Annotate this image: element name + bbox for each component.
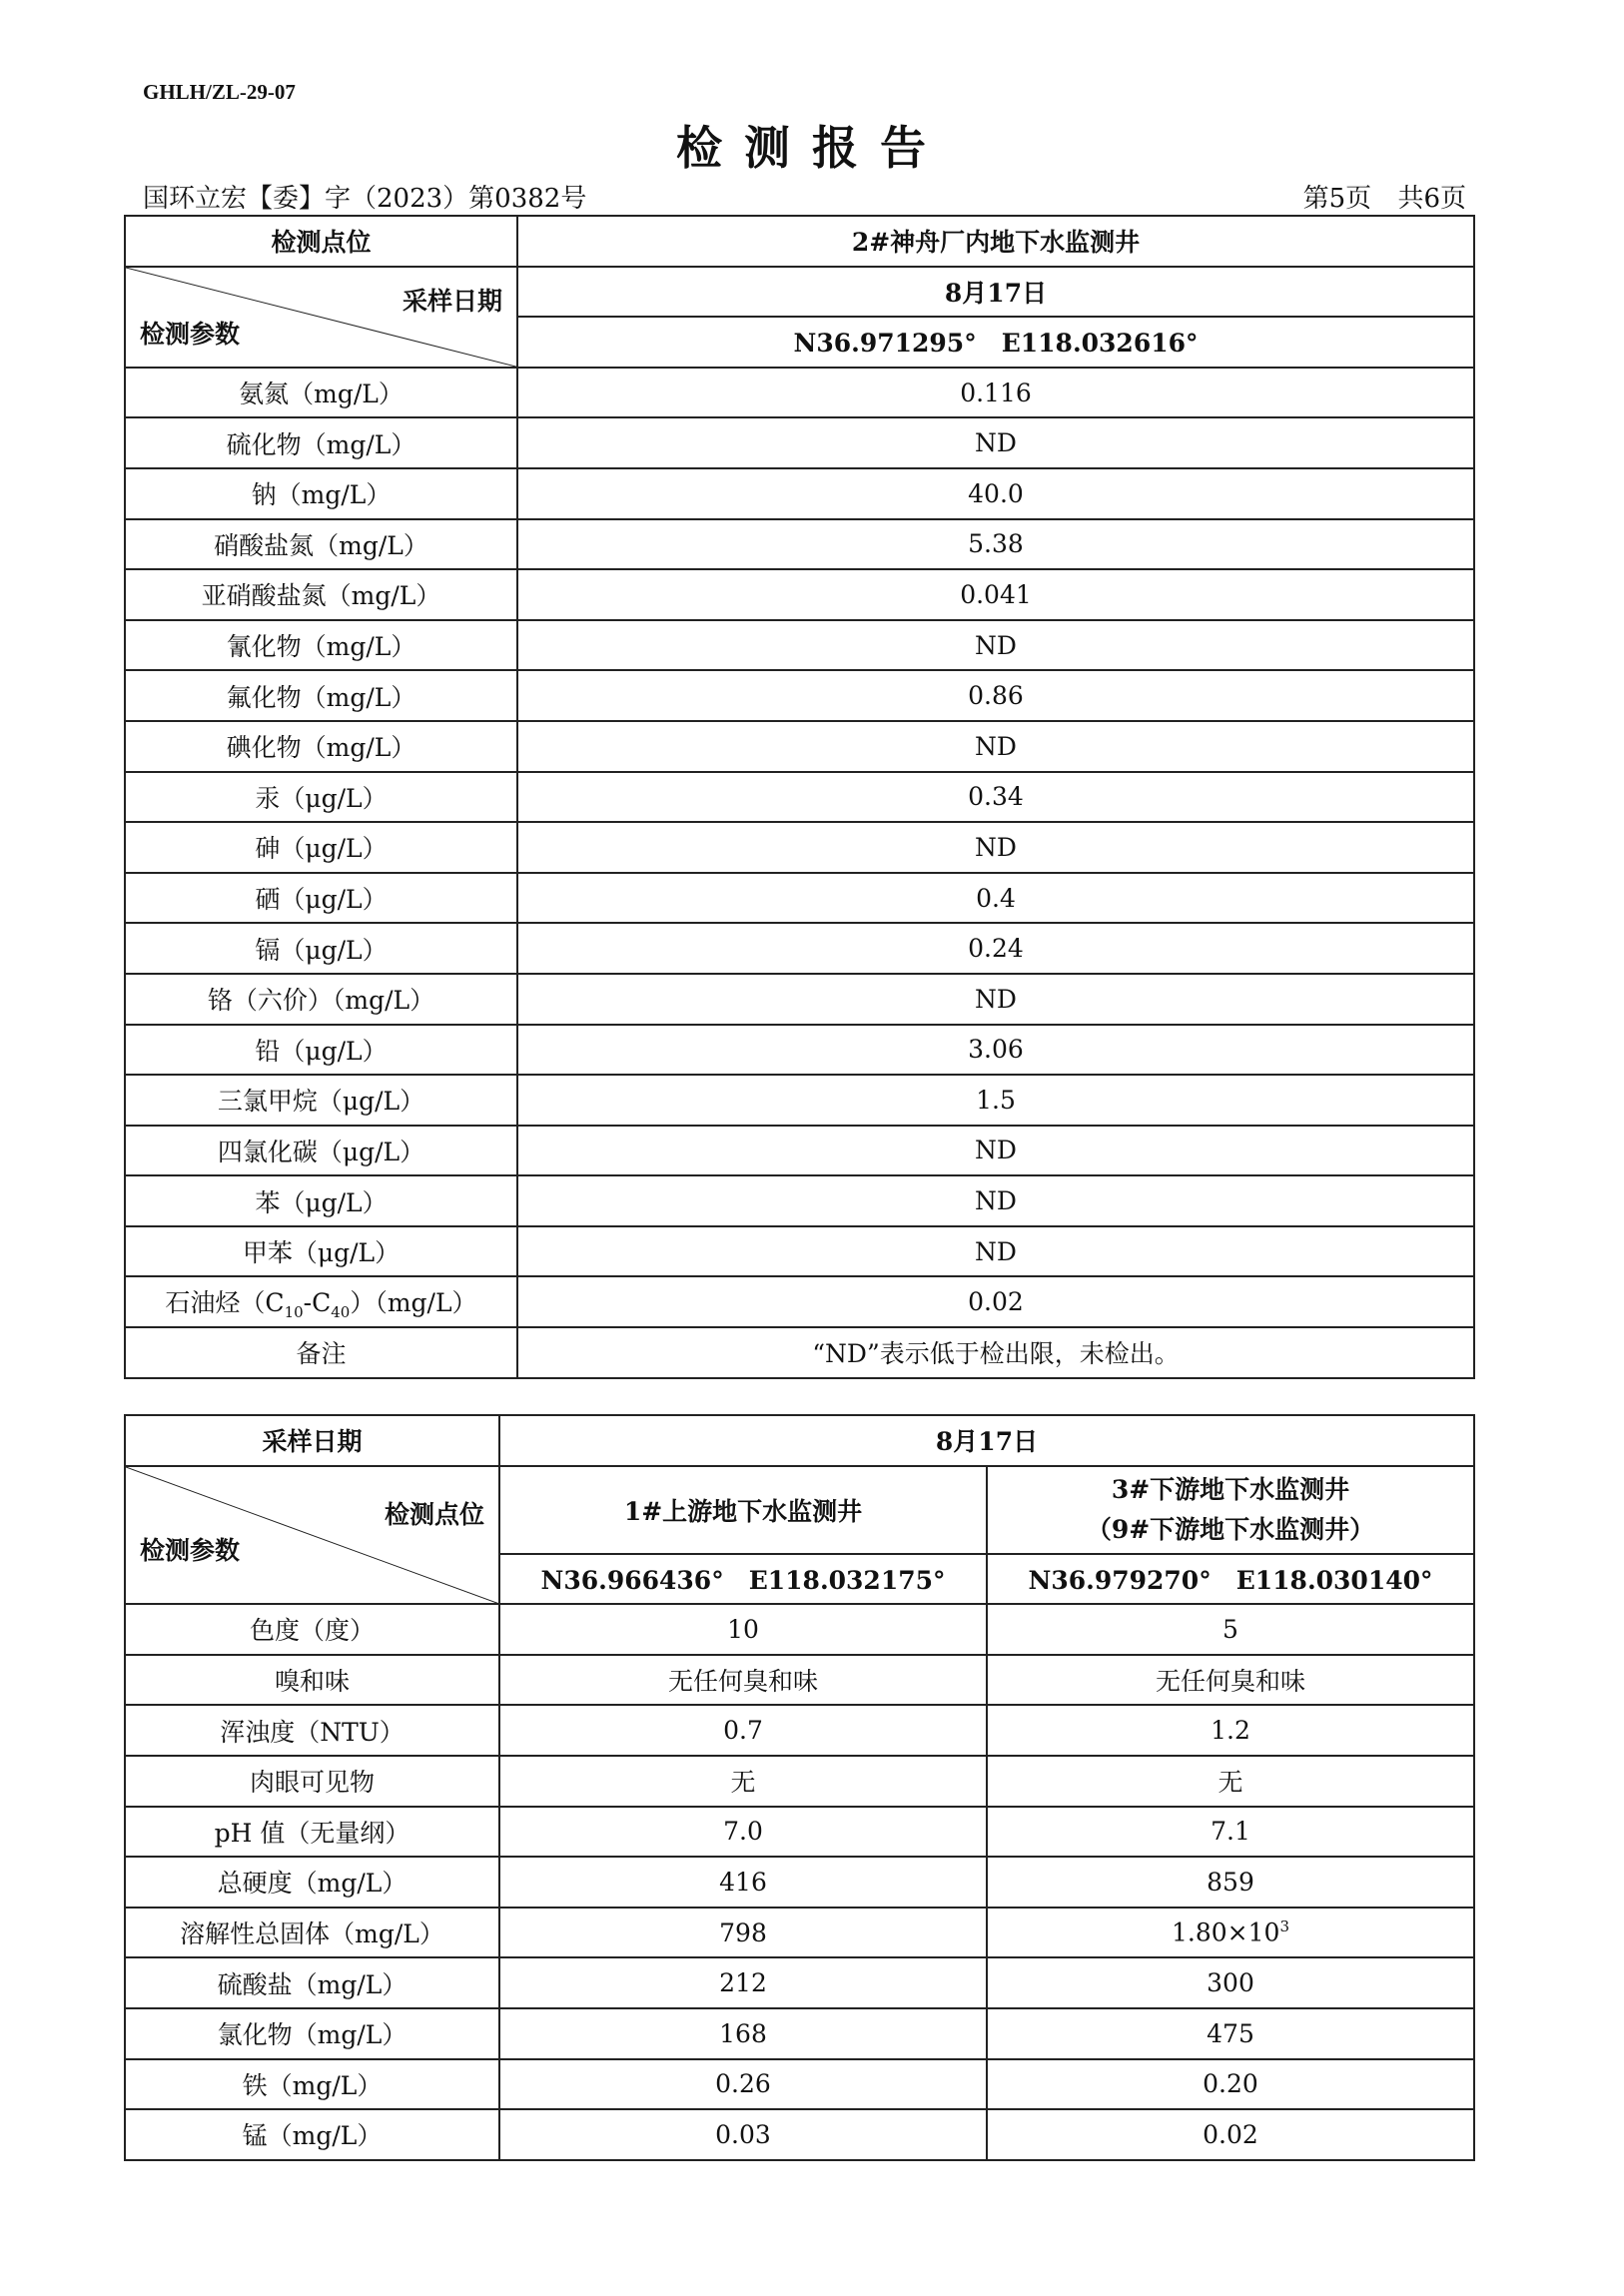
param-cell: 三氯甲烷（μg/L） — [125, 1075, 517, 1126]
table-row — [125, 468, 1474, 519]
param-cell: 锰（mg/L） — [125, 2109, 499, 2160]
table-row — [125, 368, 1474, 418]
value-cell: 475 — [987, 2008, 1474, 2059]
table-row — [125, 2008, 1474, 2059]
value-cell: 416 — [499, 1857, 987, 1908]
param-cell: 苯（μg/L） — [125, 1175, 517, 1226]
table-row — [125, 1075, 1474, 1126]
table-row — [125, 1908, 1474, 1958]
table-row — [125, 1705, 1474, 1756]
table-row — [125, 1857, 1474, 1908]
value-cell: 0.86 — [517, 670, 1474, 721]
table-row — [125, 1327, 1474, 1378]
value-cell: 5.38 — [517, 519, 1474, 570]
coords2-cell: N36.979270° E118.030140° — [987, 1554, 1474, 1605]
point1-cell: 1#上游地下水监测井 — [499, 1466, 987, 1554]
value-cell: 0.20 — [987, 2059, 1474, 2110]
param-cell: 钠（mg/L） — [125, 468, 517, 519]
value-cell: 无 — [499, 1756, 987, 1807]
value-cell: ND — [517, 1126, 1474, 1176]
coords1-cell: N36.966436° E118.032175° — [499, 1554, 987, 1605]
table-row — [125, 1276, 1474, 1327]
param-cell: 铁（mg/L） — [125, 2059, 499, 2110]
table-row — [125, 1415, 1474, 1466]
value-cell: 5 — [987, 1604, 1474, 1655]
value-cell: 0.02 — [517, 1276, 1474, 1327]
value-cell: ND — [517, 1226, 1474, 1277]
param-cell: 总硬度（mg/L） — [125, 1857, 499, 1908]
remark-value-cell: “ND”表示低于检出限，未检出。 — [517, 1327, 1474, 1378]
value-cell: 0.041 — [517, 569, 1474, 620]
coords-cell: N36.971295° E118.032616° — [517, 317, 1474, 368]
table-row — [125, 2109, 1474, 2160]
param-cell: pH 值（无量纲） — [125, 1807, 499, 1858]
point2-line1: 3#下游地下水监测井 — [1111, 1474, 1350, 1504]
param-cell: 氯化物（mg/L） — [125, 2008, 499, 2059]
value-cell: 10 — [499, 1604, 987, 1655]
page-current: 第5页 — [1302, 184, 1372, 214]
table-row — [125, 1604, 1474, 1655]
value-cell: 7.0 — [499, 1807, 987, 1858]
value-cell: 0.03 — [499, 2109, 987, 2160]
table-row — [125, 267, 1474, 318]
value-cell: 0.116 — [517, 368, 1474, 418]
param-cell: 镉（μg/L） — [125, 923, 517, 974]
table-row — [125, 1175, 1474, 1226]
value-cell: 300 — [987, 1957, 1474, 2008]
table-row — [125, 2059, 1474, 2110]
value-cell: 0.4 — [517, 873, 1474, 924]
param-cell: 碘化物（mg/L） — [125, 721, 517, 772]
results-table-point-2 — [124, 215, 1475, 1379]
point2-line2: （9#下游地下水监测井） — [1086, 1514, 1375, 1544]
value-cell: 0.24 — [517, 923, 1474, 974]
value-cell: 无任何臭和味 — [987, 1655, 1474, 1706]
page-indicator — [1285, 178, 1466, 215]
param-cell: 亚硝酸盐氮（mg/L） — [125, 569, 517, 620]
report-title: 检测报告 — [676, 121, 948, 175]
results-table-points-1-3 — [124, 1414, 1475, 2161]
table-row — [125, 519, 1474, 570]
point-value-cell: 2#神舟厂内地下水监测井 — [517, 216, 1474, 267]
value-cell: 3.06 — [517, 1025, 1474, 1076]
value-cell: 168 — [499, 2008, 987, 2059]
param-cell-petroleum: 石油烃$(C_{10}-C_{40})(mg/L)$ — [125, 1276, 517, 1327]
point2-cell — [987, 1466, 1474, 1554]
param-cell: 浑浊度（NTU） — [125, 1705, 499, 1756]
date-value-cell: 8月17日 — [517, 267, 1474, 318]
point-label: 检测点位 — [384, 1499, 484, 1529]
table-row — [125, 873, 1474, 924]
param-cell: 色度（度） — [125, 1604, 499, 1655]
table-row — [125, 974, 1474, 1025]
table-row — [125, 216, 1474, 267]
table-row — [125, 822, 1474, 873]
point-label-cell: 检测点位 — [125, 216, 517, 267]
param-label: 检测参数 — [140, 319, 241, 349]
param-cell: 嗅和味 — [125, 1655, 499, 1706]
table-row — [125, 620, 1474, 671]
date-label: 采样日期 — [402, 286, 502, 316]
param-cell: 溶解性总固体（mg/L） — [125, 1908, 499, 1958]
diagonal-header-cell — [125, 1466, 499, 1605]
param-cell: 硒（μg/L） — [125, 873, 517, 924]
value-cell: 0.7 — [499, 1705, 987, 1756]
table-row — [125, 1126, 1474, 1176]
param-cell: 氨氮（mg/L） — [125, 368, 517, 418]
value-cell: 7.1 — [987, 1807, 1474, 1858]
table-row — [125, 670, 1474, 721]
remark-label-cell: 备注 — [125, 1327, 517, 1378]
table-row — [125, 1226, 1474, 1277]
param-cell: 铅（μg/L） — [125, 1025, 517, 1076]
table-row — [125, 1756, 1474, 1807]
table-row — [125, 1025, 1474, 1076]
diagonal-header-cell — [125, 267, 517, 368]
table-row — [125, 1807, 1474, 1858]
table-row — [125, 923, 1474, 974]
value-cell: 859 — [987, 1857, 1474, 1908]
value-cell: 212 — [499, 1957, 987, 2008]
param-cell: 硫酸盐（mg/L） — [125, 1957, 499, 2008]
value-cell: $1.80\times 10^3$ — [987, 1908, 1474, 1958]
table-row — [125, 1655, 1474, 1706]
table-row — [125, 721, 1474, 772]
value-cell: ND — [517, 1175, 1474, 1226]
value-cell: ND — [517, 822, 1474, 873]
value-cell: ND — [517, 721, 1474, 772]
param-cell: 硫化物（mg/L） — [125, 417, 517, 468]
table-row — [125, 417, 1474, 468]
param-cell: 氟化物（mg/L） — [125, 670, 517, 721]
table-row — [125, 1466, 1474, 1554]
date-value-cell: 8月17日 — [499, 1415, 1474, 1466]
page-total: 共6页 — [1397, 184, 1466, 214]
param-cell: 甲苯（μg/L） — [125, 1226, 517, 1277]
param-cell: 四氯化碳（μg/L） — [125, 1126, 517, 1176]
param-cell: 汞（μg/L） — [125, 772, 517, 823]
value-cell: 40.0 — [517, 468, 1474, 519]
param-cell: 铬（六价）（mg/L） — [125, 974, 517, 1025]
param-cell: 硝酸盐氮（mg/L） — [125, 519, 517, 570]
value-cell: 798 — [499, 1908, 987, 1958]
value-cell: ND — [517, 974, 1474, 1025]
table-row — [125, 772, 1474, 823]
value-cell: ND — [517, 417, 1474, 468]
value-cell: 0.02 — [987, 2109, 1474, 2160]
value-cell: 无任何臭和味 — [499, 1655, 987, 1706]
value-cell: 0.26 — [499, 2059, 987, 2110]
form-code: GHLH/ZL-29-07 — [143, 80, 296, 104]
value-cell: 无 — [987, 1756, 1474, 1807]
value-cell: 1.5 — [517, 1075, 1474, 1126]
value-cell: 0.34 — [517, 772, 1474, 823]
value-cell: 1.2 — [987, 1705, 1474, 1756]
param-cell: 氰化物（mg/L） — [125, 620, 517, 671]
param-cell: 砷（μg/L） — [125, 822, 517, 873]
param-cell: 肉眼可见物 — [125, 1756, 499, 1807]
value-cell: ND — [517, 620, 1474, 671]
document-number: 国环立宏【委】字（2023）第0382号 — [143, 184, 587, 214]
table-row — [125, 569, 1474, 620]
param-label: 检测参数 — [140, 1536, 241, 1566]
date-label-cell: 采样日期 — [125, 1415, 499, 1466]
table-row — [125, 1957, 1474, 2008]
